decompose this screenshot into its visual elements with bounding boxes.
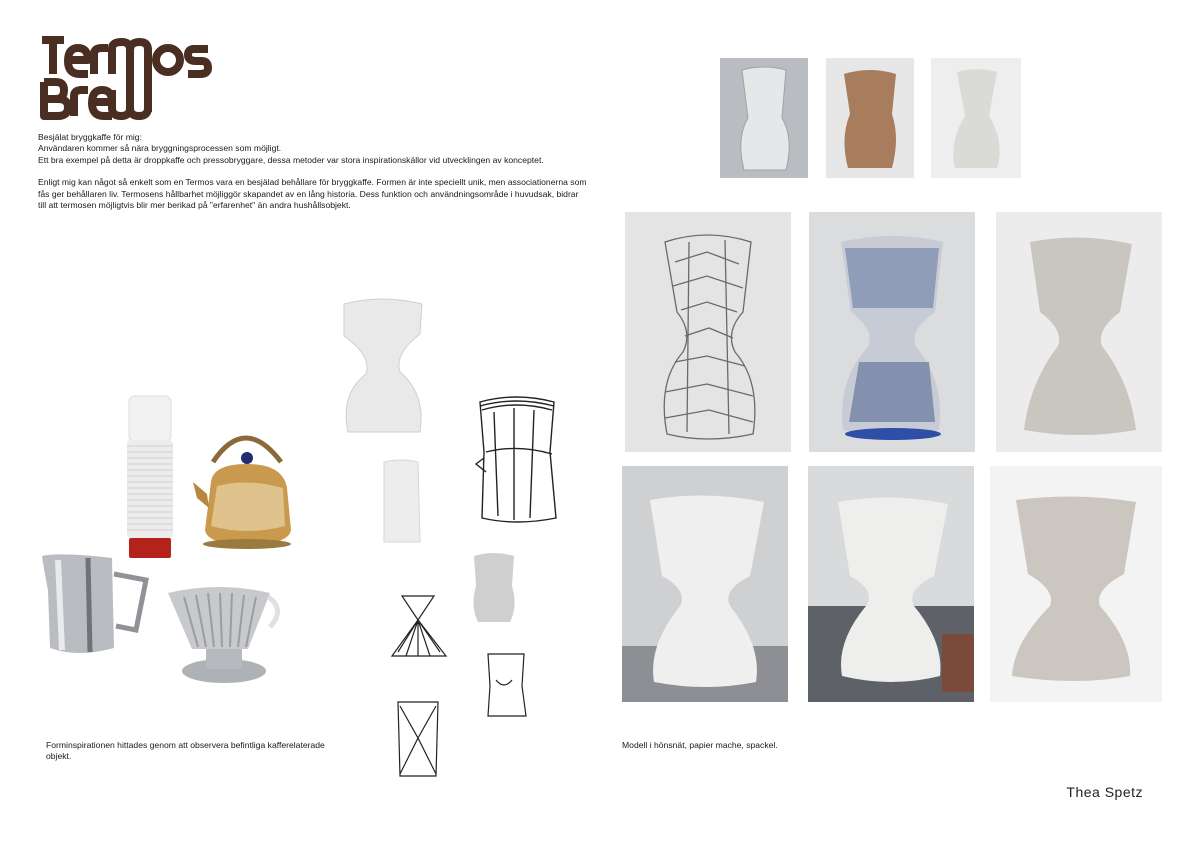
intro-paragraph-2: Enligt mig kan något så enkelt som en Termos vara en besjälad behållare för bryggkaffe. Formen är inte speciellt unik, men associationerna som fås ger behållaren liv. Termosens hållbarhet möjliggör skapandet av en lång historia. Dess funktion och användningsområde i huvudsak, bidrar till att termosen möjligtvis blir mer berikad på "erfarenhet" än andra hushållsobjekt. xyxy=(38,177,587,211)
pencil-sketch-large xyxy=(336,294,428,438)
models-caption: Modell i hönsnät, papier mache, spackel. xyxy=(622,740,778,750)
ink-sketch-hourglass xyxy=(386,592,450,662)
clay-model-photo xyxy=(826,58,914,178)
thermos-photo xyxy=(124,394,176,560)
intro-text xyxy=(38,132,588,222)
termos-brew-logo xyxy=(38,30,238,122)
milk-jug-photo xyxy=(38,550,152,660)
drip-filter-photo xyxy=(164,583,284,689)
inspiration-caption: Forminspirationen hittades genom att observera befintliga kafferelaterade objekt. xyxy=(46,740,325,762)
foil-model-photo xyxy=(720,58,808,178)
intro-paragraph-1: Besjälat bryggkaffe för mig: Användaren kommer så nära bryggningsprocessen som möjligt. Ett bra exempel på detta är droppkaffe och pressobryggare, dessa metoder var stora inspirationskällor vid utvecklingen av konceptet. xyxy=(38,132,544,165)
plaster-model-photo-4 xyxy=(990,466,1162,702)
pencil-sketch-small xyxy=(376,456,426,548)
plaster-model-photo-3 xyxy=(808,466,974,702)
ink-sketch-large xyxy=(474,392,560,526)
plaster-model-photo-small xyxy=(931,58,1021,178)
plaster-model-photo-1 xyxy=(996,212,1162,452)
ink-sketch-cup xyxy=(482,650,530,720)
chicken-wire-model-photo xyxy=(625,212,791,452)
ink-sketch-tall xyxy=(394,698,442,780)
kettle-photo xyxy=(193,422,297,550)
pencil-sketch-grey xyxy=(468,550,520,626)
papier-mache-model-photo xyxy=(809,212,975,452)
author-signature: Thea Spetz xyxy=(1066,784,1143,800)
plaster-model-photo-2 xyxy=(622,466,788,702)
